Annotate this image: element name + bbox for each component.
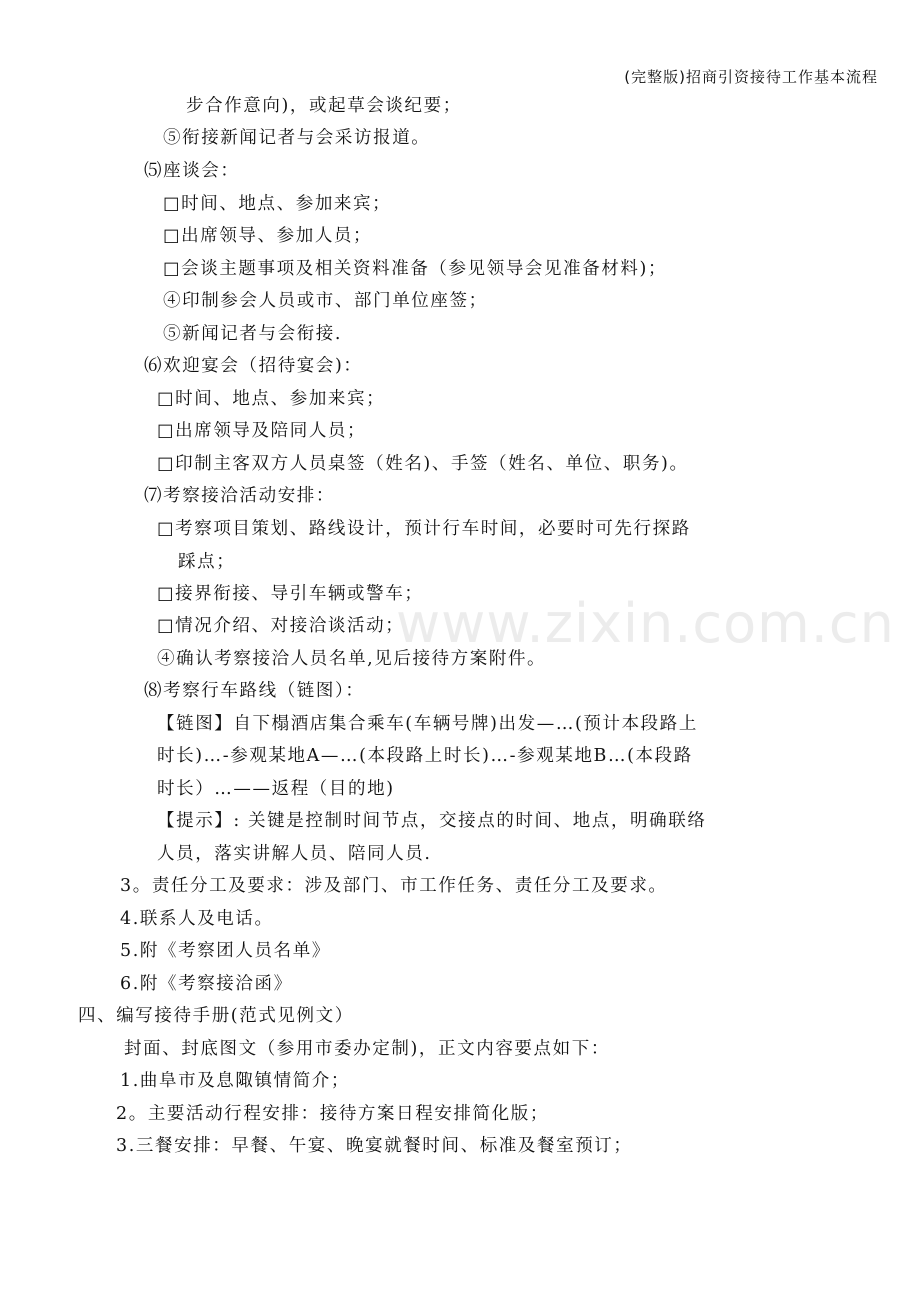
text-line: ⑤衔接新闻记者与会采访报道。 <box>163 128 431 148</box>
text-line: ⑤新闻记者与会衔接. <box>163 324 343 344</box>
text-line: 时长）…——返程（目的地) <box>157 779 395 799</box>
text-line: □时间、地点、参加来宾； <box>157 389 386 409</box>
text-line: 封面、封底图文（参用市委办定制)，正文内容要点如下： <box>124 1039 610 1059</box>
text-line: 5.附《考察团人员名单》 <box>120 941 331 961</box>
text-line: 【链图】自下榻酒店集合乘车(车辆号牌)出发—…(预计本段路上 <box>157 714 698 734</box>
text-line: ④确认考察接洽人员名单,见后接待方案附件。 <box>157 649 547 669</box>
text-line: □接界衔接、导引车辆或警车； <box>157 584 424 604</box>
text-line: □情况介绍、对接洽谈活动； <box>157 616 405 636</box>
text-line: ⑹欢迎宴会（招待宴会)： <box>144 356 363 376</box>
text-line: ④印制参会人员或市、部门单位座签； <box>163 291 488 311</box>
section-heading: 四、编写接待手册(范式见例文） <box>78 1006 354 1026</box>
text-line: 6.附《考察接洽函》 <box>120 974 293 994</box>
text-line: 人员，落实讲解人员、陪同人员. <box>157 844 432 864</box>
text-line: 踩点； <box>178 552 236 572</box>
text-line: 【提示】: 关键是控制时间节点，交接点的时间、地点，明确联络 <box>157 811 707 831</box>
text-line: □出席领导及陪同人员； <box>157 421 367 441</box>
text-line: □印制主客双方人员桌签（姓名)、手签（姓名、单位、职务)。 <box>157 454 689 474</box>
text-line: 1.曲阜市及息陬镇情简介； <box>120 1071 350 1091</box>
text-line: 步合作意向)，或起草会谈纪要； <box>186 96 462 116</box>
text-line: 3.三餐安排：早餐、午宴、晚宴就餐时间、标准及餐室预订； <box>116 1136 633 1156</box>
text-line: ⑻考察行车路线（链图）： <box>144 681 365 701</box>
page-header-title: (完整版)招商引资接待工作基本流程 <box>624 68 878 86</box>
watermark-text: www.zixin.com.cn <box>396 592 895 655</box>
text-line: ⑺考察接洽活动安排： <box>144 486 335 506</box>
text-line: □出席领导、参加人员； <box>163 226 373 246</box>
text-line: ⑸座谈会： <box>144 161 240 181</box>
text-line: 3。责任分工及要求：涉及部门、市工作任务、责任分工及要求。 <box>120 876 668 896</box>
text-line: □考察项目策划、路线设计，预计行车时间，必要时可先行探路 <box>157 519 691 539</box>
text-line: 时长)…-参观某地A—…(本段路上时长)…-参观某地B…(本段路 <box>157 746 693 766</box>
text-line: 2。主要活动行程安排：接待方案日程安排简化版； <box>116 1104 549 1124</box>
text-line: □会谈主题事项及相关资料准备（参见领导会见准备材料)； <box>163 259 668 279</box>
text-line: 4.联系人及电话。 <box>120 909 274 929</box>
text-line: □时间、地点、参加来宾； <box>163 194 392 214</box>
